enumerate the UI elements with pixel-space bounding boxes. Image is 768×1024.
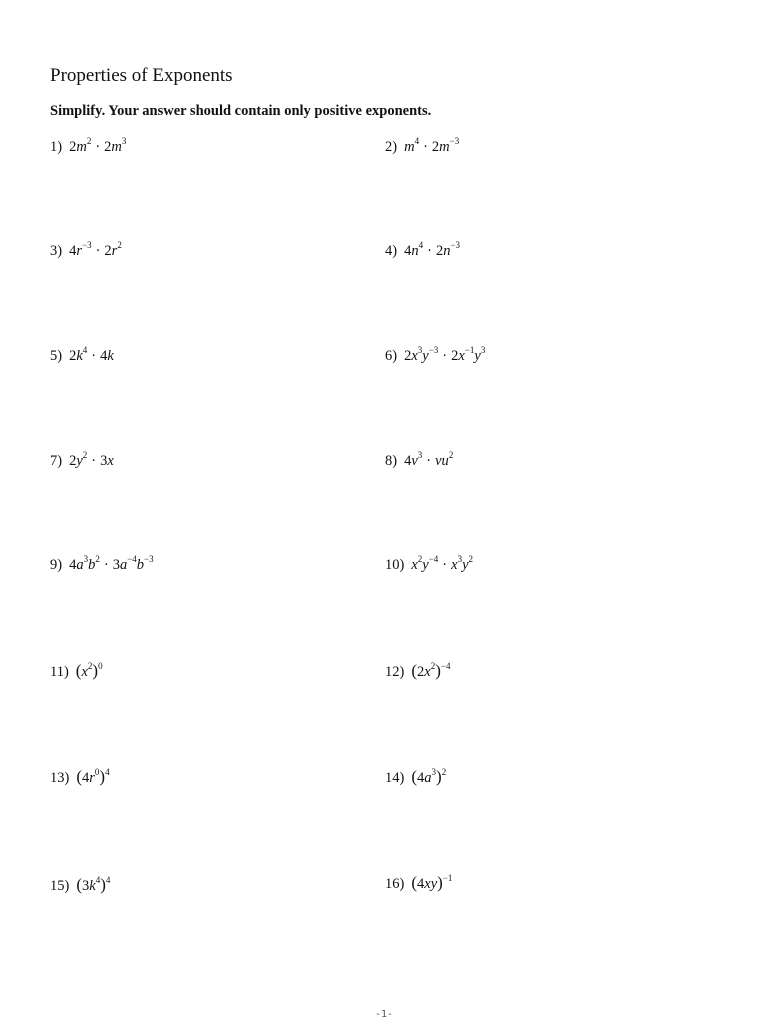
problem-number: 4)	[385, 243, 398, 259]
problem-number: 13)	[50, 770, 70, 786]
problem-number: 15)	[50, 878, 70, 894]
problem-number: 3)	[50, 243, 63, 259]
problem-expression: $2k^4 \cdot 4k$	[69, 345, 114, 364]
problem-5	[50, 346, 114, 366]
problem-expression: $2y^2 \cdot 3x$	[69, 450, 114, 469]
problem-number: 16)	[385, 876, 405, 892]
problem-12	[385, 661, 450, 682]
problem-number: 9)	[50, 557, 63, 573]
problem-number: 5)	[50, 348, 63, 364]
page-number: -1-	[374, 1009, 394, 1020]
problem-number: 6)	[385, 348, 398, 364]
problem-1	[50, 137, 126, 157]
problem-7	[50, 451, 114, 471]
problem-number: 1)	[50, 139, 63, 155]
problem-number: 10)	[385, 557, 405, 573]
problem-9	[50, 555, 154, 575]
problem-13	[50, 767, 110, 788]
problem-expression: $2x^3y^{-3} \cdot 2x^{-1}y^3$	[404, 345, 486, 364]
problem-15	[50, 875, 110, 896]
problem-2	[385, 137, 459, 157]
problem-number: 7)	[50, 453, 63, 469]
worksheet-title: Properties of Exponents	[50, 65, 233, 86]
problem-6	[385, 346, 485, 366]
problem-expression: $(4r^0)^4$	[76, 767, 110, 786]
problem-4	[385, 241, 460, 261]
problem-expression: $(4a^3)^2$	[411, 767, 447, 786]
problem-10	[385, 555, 473, 575]
problem-expression: $4a^3b^2 \cdot 3a^{-4}b^{-3}$	[69, 554, 154, 573]
problem-expression: $x^2y^{-4} \cdot x^3y^2$	[411, 554, 474, 573]
problem-expression: $(3k^4)^4$	[76, 875, 111, 894]
instructions: Simplify. Your answer should contain only positive exponents.	[50, 103, 432, 119]
problem-16	[385, 873, 452, 894]
problem-expression: $4r^{-3} \cdot 2r^2$	[69, 240, 122, 259]
problem-expression: $(4xy)^{-1}$	[411, 873, 453, 892]
problem-expression: $4v^3 \cdot vu^2$	[404, 450, 454, 469]
problem-number: 12)	[385, 664, 405, 680]
problem-8	[385, 451, 453, 471]
problem-expression: $(x^2)^0$	[75, 661, 103, 680]
problem-11	[50, 661, 103, 682]
problem-number: 11)	[50, 664, 69, 680]
problem-3	[50, 241, 122, 261]
problem-expression: $(2x^2)^{-4}$	[411, 661, 451, 680]
problem-expression: $2m^2 \cdot 2m^3$	[69, 136, 127, 155]
problem-number: 14)	[385, 770, 405, 786]
problem-expression: $4n^4 \cdot 2n^{-3}$	[404, 240, 461, 259]
problem-expression: $m^4 \cdot 2m^{-3}$	[404, 136, 460, 155]
problem-14	[385, 767, 446, 788]
problem-number: 8)	[385, 453, 398, 469]
problem-number: 2)	[385, 139, 398, 155]
